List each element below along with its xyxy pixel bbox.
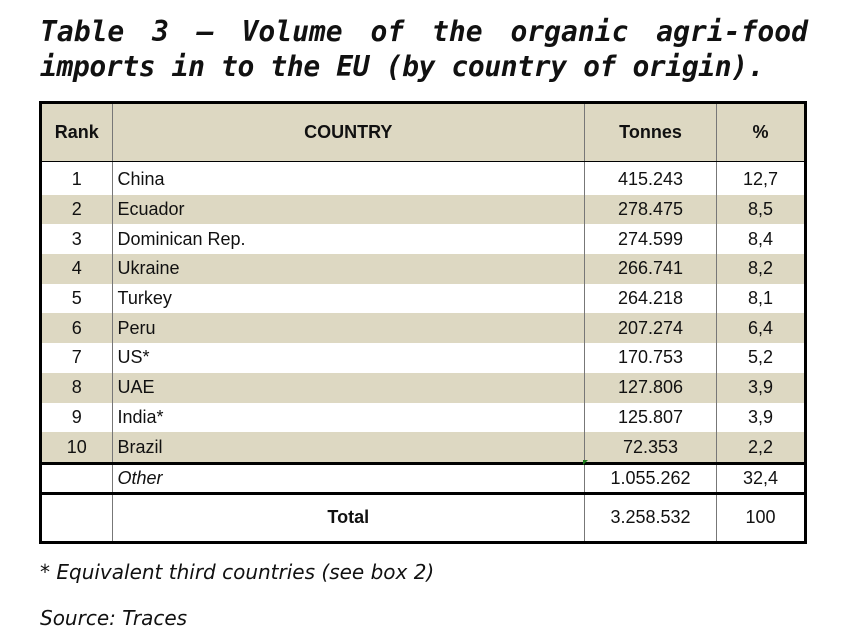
cell-tonnes: 264.218 [585, 284, 717, 314]
header-tonnes: Tonnes [585, 103, 717, 162]
cell-tonnes: 207.274 [585, 313, 717, 343]
cell-percent: 3,9 [717, 373, 806, 403]
cell-rank: 9 [41, 403, 113, 433]
cell-percent: 6,4 [717, 313, 806, 343]
header-rank: Rank [41, 103, 113, 162]
cell-rank-empty [41, 493, 113, 542]
cell-tonnes: 415.243 [585, 162, 717, 195]
header-country: COUNTRY [112, 103, 585, 162]
table-title-line-1: Table 3 – Volume of the organic agri-food [40, 15, 808, 48]
table-row [41, 224, 806, 254]
cell-rank: 6 [41, 313, 113, 343]
cell-country: Ukraine [112, 254, 585, 284]
cell-tonnes: 266.741 [585, 254, 717, 284]
table-row [41, 162, 806, 195]
table-row-total [41, 493, 806, 542]
table-row [41, 403, 806, 433]
footnote: * Equivalent third countries (see box 2) [40, 560, 435, 584]
table-row [41, 343, 806, 373]
cell-rank: 8 [41, 373, 113, 403]
cell-rank: 5 [41, 284, 113, 314]
cell-percent-total: 100 [717, 493, 806, 542]
header-percent: % [717, 103, 806, 162]
cell-tonnes: 127.806 [585, 373, 717, 403]
table-row-other [41, 463, 806, 493]
cell-country: Brazil [112, 432, 585, 463]
cell-percent: 3,9 [717, 403, 806, 433]
table-title [40, 14, 808, 84]
cell-country-other: Other [112, 463, 585, 493]
cell-rank-empty [41, 463, 113, 493]
cell-percent: 5,2 [717, 343, 806, 373]
cell-tonnes: 274.599 [585, 224, 717, 254]
cell-country: India* [112, 403, 585, 433]
cell-rank: 2 [41, 195, 113, 225]
cell-percent: 12,7 [717, 162, 806, 195]
cell-country: UAE [112, 373, 585, 403]
cell-country: US* [112, 343, 585, 373]
table-row [41, 373, 806, 403]
cell-comment-marker [583, 460, 588, 465]
cell-percent: 2,2 [717, 432, 806, 463]
cell-country: Dominican Rep. [112, 224, 585, 254]
table-row [41, 284, 806, 314]
table-row [41, 195, 806, 225]
table-row [41, 313, 806, 343]
table-title-line-2: imports in to the EU (by country of origin). [40, 50, 765, 83]
cell-country: China [112, 162, 585, 195]
table-row [41, 432, 806, 463]
cell-country: Peru [112, 313, 585, 343]
source-note: Source: Traces [40, 606, 188, 630]
cell-country: Turkey [112, 284, 585, 314]
cell-tonnes: 278.475 [585, 195, 717, 225]
cell-percent: 8,5 [717, 195, 806, 225]
cell-tonnes: 125.807 [585, 403, 717, 433]
cell-tonnes-total: 3.258.532 [585, 493, 717, 542]
cell-rank: 1 [41, 162, 113, 195]
imports-table [39, 101, 807, 544]
cell-country-total: Total [112, 493, 585, 542]
cell-percent-other: 32,4 [717, 463, 806, 493]
cell-tonnes: 72.353 [585, 432, 717, 463]
cell-tonnes: 170.753 [585, 343, 717, 373]
cell-percent: 8,2 [717, 254, 806, 284]
table-row [41, 254, 806, 284]
cell-percent: 8,4 [717, 224, 806, 254]
cell-rank: 10 [41, 432, 113, 463]
cell-rank: 4 [41, 254, 113, 284]
table-header-row [41, 103, 806, 162]
cell-percent: 8,1 [717, 284, 806, 314]
cell-rank: 7 [41, 343, 113, 373]
cell-country: Ecuador [112, 195, 585, 225]
cell-rank: 3 [41, 224, 113, 254]
cell-tonnes-other: 1.055.262 [585, 463, 717, 493]
